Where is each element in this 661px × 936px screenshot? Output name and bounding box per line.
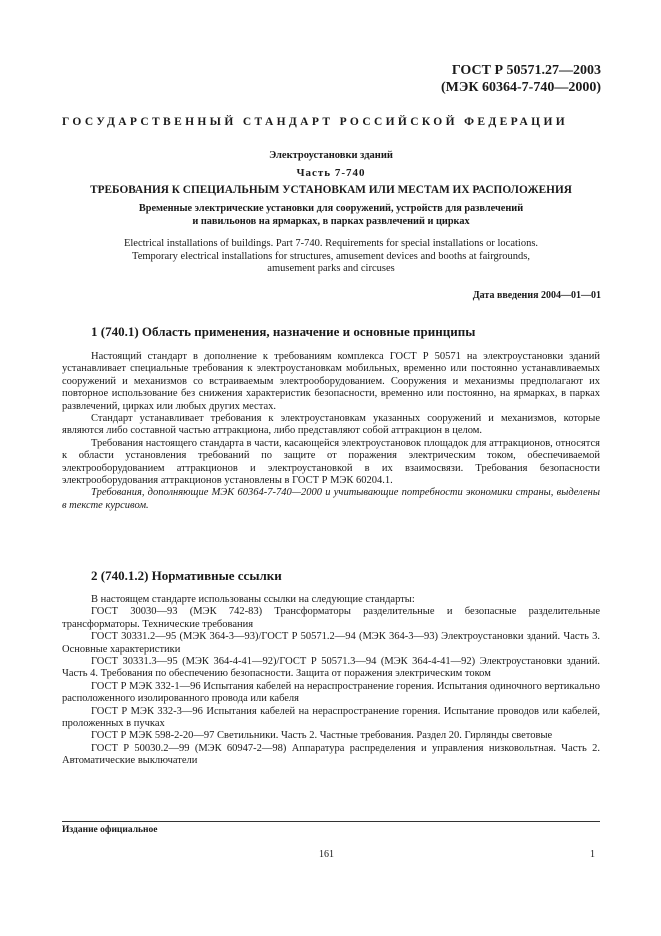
section-2-heading: 2 (740.1.2) Нормативные ссылки	[91, 568, 282, 583]
normative-reference: ГОСТ 30331.2—95 (МЭК 364-3—93)/ГОСТ Р 50571.2—94 (МЭК 364-3—93) Электроустановки зданий. Часть 3. Основные характеристики	[62, 631, 600, 655]
side-page-number: 1	[590, 849, 595, 860]
section-1-italic-note: Требования, дополняющие МЭК 60364-7-740—2000 и учитывающие потребности экономики страны, выделены в тексте курсивом.	[62, 487, 600, 511]
section-1-heading: 1 (740.1) Область применения, назначение и основные принципы	[91, 324, 476, 339]
section-2-body	[62, 594, 600, 768]
document-header	[441, 62, 601, 96]
title-part: Часть 7-740	[296, 167, 366, 179]
state-standard-banner: ГОСУДАРСТВЕННЫЙ СТАНДАРТ РОССИЙСКОЙ ФЕДЕРАЦИИ	[62, 116, 569, 128]
footer-divider	[62, 821, 600, 822]
section-1-paragraph: Требования настоящего стандарта в части, касающейся электроустановок площадок для аттракционов, относятся к области установления требований по защите от поражения электрическим током, обеспечиваемой электрооборудованием аттракционов и электроустановкой в их взаимосвязи. Требования безопасности электрооборудования аттракционов установлены в ГОСТ Р МЭК 60204.1.	[62, 437, 600, 487]
title-series: Электроустановки зданий	[269, 150, 393, 161]
section-1-body	[62, 351, 600, 512]
introduction-date: Дата введения 2004—01—01	[472, 290, 601, 301]
title-subtitle	[62, 203, 600, 228]
normative-reference: ГОСТ Р 50030.2—99 (МЭК 60947-2—98) Аппаратура распределения и управления низковольтная. Часть 2. Автоматические выключатели	[62, 742, 600, 767]
title-english	[62, 238, 600, 276]
english-line-1: Electrical installations of buildings. Part 7-740. Requirements for special installations or locations.	[123, 238, 539, 249]
subtitle-line-1: Временные электрические установки для сооружений, устройств для развлечений	[138, 203, 524, 214]
title-main: ТРЕБОВАНИЯ К СПЕЦИАЛЬНЫМ УСТАНОВКАМ ИЛИ МЕСТАМ ИХ РАСПОЛОЖЕНИЯ	[90, 184, 572, 196]
iec-number: (МЭК 60364-7-740—2000)	[440, 80, 601, 95]
english-line-2: Temporary electrical installations for structures, amusement devices and booths at fairgrounds,	[132, 250, 530, 262]
normative-reference: ГОСТ Р МЭК 332-3—96 Испытания кабелей на нераспространение горения. Испытание проводов или кабелей, проложенных в пучках	[62, 705, 600, 730]
normative-reference: ГОСТ 30331.3—95 (МЭК 364-4-41—92)/ГОСТ Р 50571.3—94 (МЭК 364-4-41—92) Электроустановки зданий. Часть 4. Требования по обеспечению безопасности. Защита от поражения электрическим током	[62, 656, 600, 680]
normative-reference: ГОСТ Р МЭК 332-1—96 Испытания кабелей на нераспространение горения. Испытания одиночного вертикально расположенного изолированного провода или кабеля	[62, 680, 600, 705]
subtitle-line-2: и павильонов на ярмарках, в парках развлечений и цирках	[192, 215, 470, 227]
section-2-intro: В настоящем стандарте использованы ссылки на следующие стандарты:	[91, 594, 415, 605]
official-edition-label: Издание официальное	[62, 825, 158, 835]
english-line-3: amusement parks and circuses	[267, 263, 395, 274]
gost-number: ГОСТ Р 50571.27—2003	[451, 63, 601, 78]
page-number: 161	[319, 849, 334, 860]
section-1-paragraph: Стандарт устанавливает требования к электроустановкам указанных сооружений и механизмов, которые являются либо составной частью аттракциона, либо представляют собой аттракцион в целом.	[62, 413, 600, 437]
section-1-paragraph: Настоящий стандарт в дополнение к требованиям комплекса ГОСТ Р 50571 на электроустановки зданий устанавливает специальные требования к электроустановкам мобильных, временно или постоянно устанавливаемых сооружений и механизмов со встраиваемым электрооборудованием. Сооружения и механизмы предполагают их повторное использование без снижения характеристик безопасности, временно или постоянно, на ярмарках, в парках развлечений, цирках или любых других местах.	[62, 351, 600, 412]
normative-reference: ГОСТ 30030—93 (МЭК 742-83) Трансформаторы разделительные и безопасные разделительные трансформаторы. Технические требования	[62, 606, 600, 630]
normative-reference: ГОСТ Р МЭК 598-2-20—97 Светильники. Часть 2. Частные требования. Раздел 20. Гирлянды световые	[91, 730, 553, 742]
